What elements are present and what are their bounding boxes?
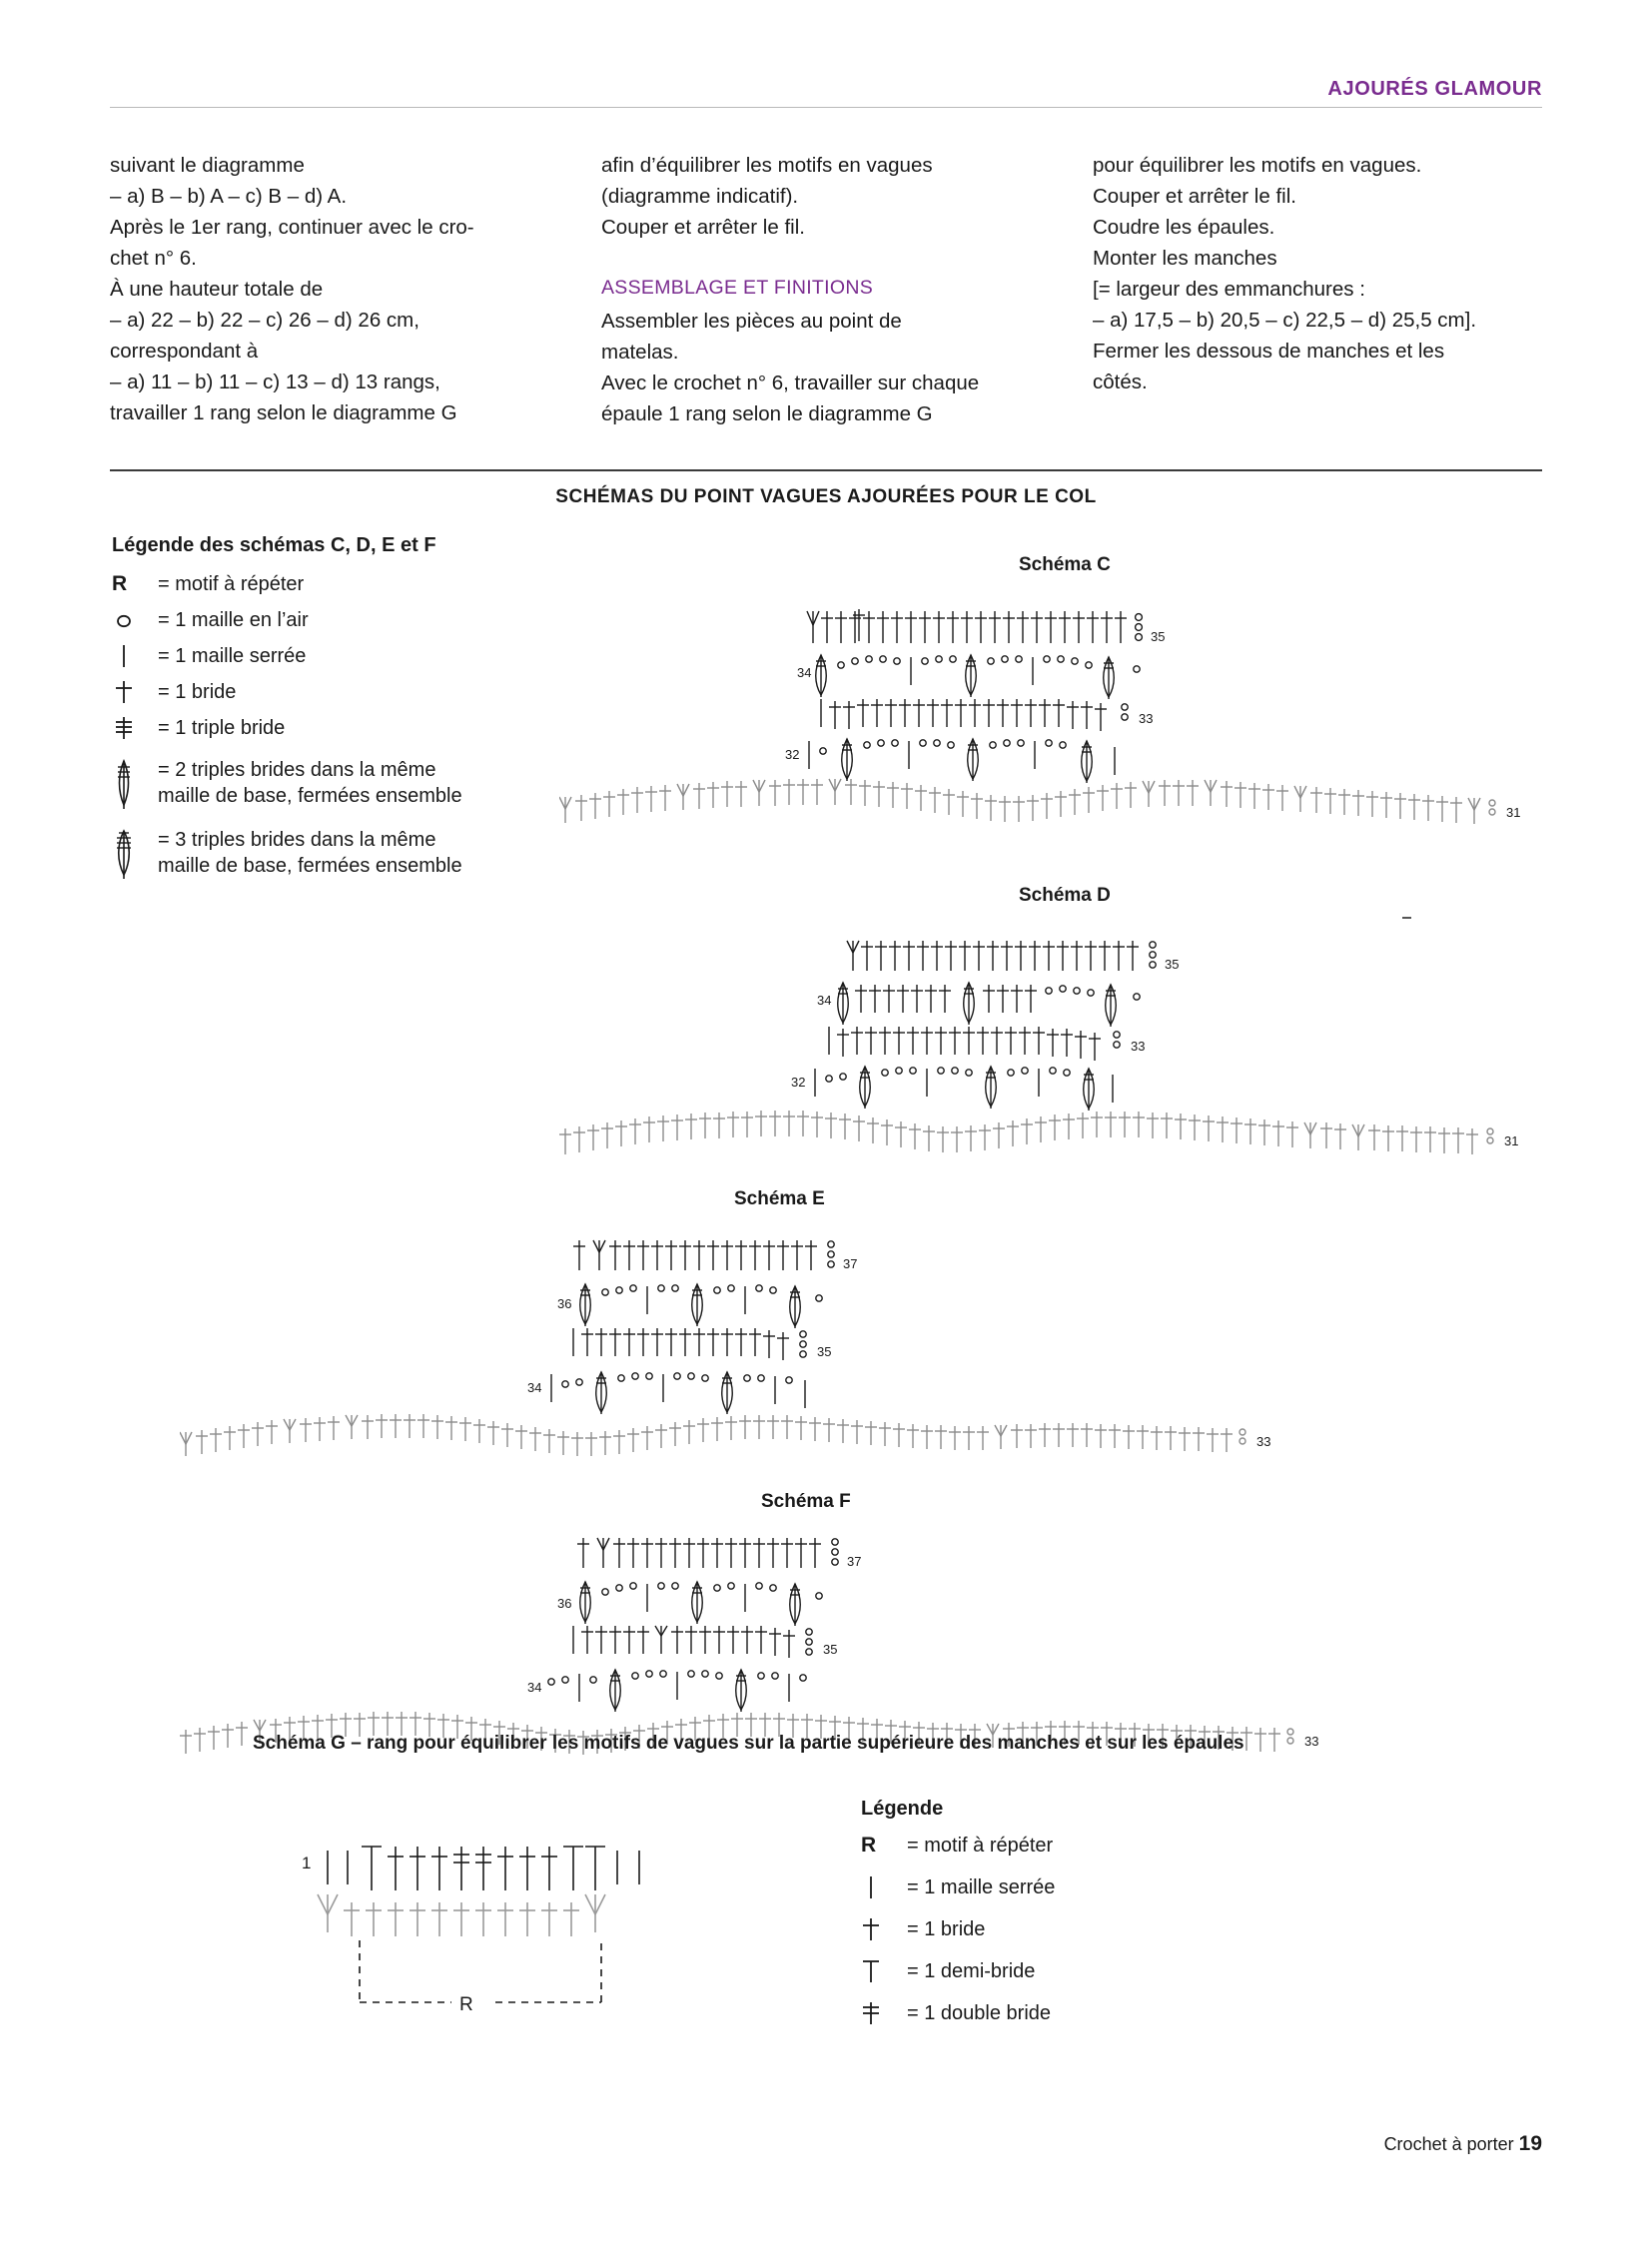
legend-item-label: = 1 bride — [907, 1918, 986, 1940]
svg-text:33: 33 — [1256, 1434, 1271, 1449]
schema-g-caption: Schéma G – rang pour équilibrer les motifs de vagues sur la partie supérieure des manches et sur les épaules — [253, 1733, 1244, 1754]
legend-item — [112, 827, 631, 881]
svg-text:35: 35 — [1151, 629, 1166, 644]
legend-schema-g — [861, 1798, 1240, 2042]
paragraph-line: Après le 1er rang, continuer avec le cro- — [110, 216, 474, 239]
treble-crochet-icon — [861, 2000, 907, 2026]
three-triple-cluster-icon — [112, 827, 158, 881]
chain-stitch-icon — [112, 607, 158, 633]
svg-text:32: 32 — [785, 747, 800, 762]
repeat-label: R — [459, 1994, 473, 2015]
legend-item-label: = 1 demi-bride — [907, 1960, 1036, 1982]
legend-item — [861, 1958, 1240, 1984]
page-footer — [1384, 2132, 1542, 2156]
half-double-crochet-icon — [861, 1958, 907, 1984]
svg-text:33: 33 — [1131, 1039, 1146, 1054]
paragraph-line: Assembler les pièces au point de — [601, 310, 902, 333]
legend-item — [112, 607, 631, 633]
paragraph-line: [= largeur des emmanchures : — [1093, 278, 1365, 301]
svg-text:33: 33 — [1304, 1734, 1319, 1749]
legend-item-label: = 1 bride — [158, 681, 237, 703]
paragraph-line: Fermer les dessous de manches et les — [1093, 340, 1445, 363]
paragraph-line: Monter les manches — [1093, 247, 1277, 270]
footer-text: Crochet à porter — [1383, 2134, 1514, 2154]
paragraph-line: côtés. — [1093, 371, 1148, 393]
legend-item-label: = 1 double bride — [907, 2002, 1052, 2024]
svg-text:36: 36 — [557, 1296, 572, 1311]
legend-item-label: = 3 triples brides dans la même maille de base, fermées ensemble — [158, 829, 462, 877]
paragraph-line: chet n° 6. — [110, 247, 197, 270]
legend-title: Légende des schémas C, D, E et F — [112, 534, 436, 556]
svg-text:37: 37 — [847, 1554, 862, 1569]
legend-schemas-cdef — [112, 534, 631, 891]
legend-item — [861, 1833, 1240, 1859]
paragraph-line: – a) 22 – b) 22 – c) 26 – d) 26 cm, — [110, 309, 419, 332]
svg-text:35: 35 — [823, 1642, 838, 1657]
schema-f-diagram — [180, 1526, 1398, 1761]
svg-text:36: 36 — [557, 1596, 572, 1611]
svg-text:34: 34 — [797, 665, 812, 680]
svg-text:32: 32 — [791, 1075, 806, 1090]
page-number: 19 — [1518, 2132, 1542, 2155]
legend-item-label: = 1 triple bride — [158, 717, 286, 739]
svg-text:35: 35 — [817, 1344, 832, 1359]
row-number: 1 — [302, 1854, 312, 1872]
legend-item — [112, 715, 631, 741]
section-subheading: ASSEMBLAGE ET FINITIONS — [601, 277, 874, 299]
paragraph-line: épaule 1 rang selon le diagramme G — [601, 402, 933, 425]
double-crochet-icon — [861, 1916, 907, 1942]
svg-text:34: 34 — [527, 1680, 542, 1695]
text-column-2 — [601, 150, 1051, 429]
legend-item — [112, 643, 631, 669]
double-crochet-icon — [112, 679, 158, 705]
paragraph-line: Couper et arrêter le fil. — [1093, 185, 1296, 208]
schema-d-title: Schéma D — [1019, 885, 1111, 906]
two-triple-cluster-icon — [112, 757, 158, 811]
schema-e-diagram — [180, 1228, 1358, 1463]
page-header — [110, 78, 1542, 108]
repeat-symbol-icon: R — [112, 572, 128, 595]
legend-item-label: = motif à répéter — [907, 1835, 1054, 1857]
repeat-symbol-icon: R — [861, 1834, 877, 1857]
paragraph-line: – a) 11 – b) 11 – c) 13 – d) 13 rangs, — [110, 371, 440, 393]
section-title: SCHÉMAS DU POINT VAGUES AJOURÉES POUR LE COL — [555, 486, 1097, 507]
paragraph-line: pour équilibrer les motifs en vagues. — [1093, 154, 1422, 177]
svg-text:31: 31 — [1504, 1133, 1519, 1148]
legend-item-label: = 1 maille serrée — [158, 645, 307, 667]
legend-item-label: = motif à répéter — [158, 573, 305, 595]
svg-text:35: 35 — [1165, 957, 1180, 972]
paragraph-line: afin d’équilibrer les motifs en vagues — [601, 154, 933, 177]
paragraph-line: travailler 1 rang selon le diagramme G — [110, 401, 457, 424]
schema-d-diagram — [559, 929, 1558, 1163]
legend-item-label: = 2 triples brides dans la même maille de base, fermées ensemble — [158, 759, 462, 807]
legend-item — [112, 757, 631, 811]
single-crochet-icon — [112, 643, 158, 669]
svg-text:34: 34 — [817, 993, 832, 1008]
legend-item — [112, 571, 631, 597]
text-columns — [110, 150, 1542, 429]
paragraph-line: À une hauteur totale de — [110, 278, 324, 301]
legend-item-label: = 1 maille serrée — [907, 1876, 1056, 1898]
paragraph-line: matelas. — [601, 341, 679, 364]
legend-item — [861, 1874, 1240, 1900]
header-title: AJOURÉS GLAMOUR — [1327, 78, 1542, 100]
legend-item — [112, 679, 631, 705]
schema-c-title: Schéma C — [1019, 554, 1111, 575]
section-divider — [110, 469, 1542, 471]
paragraph-line: Couper et arrêter le fil. — [601, 216, 805, 239]
svg-text:33: 33 — [1139, 711, 1154, 726]
paragraph-line: Avec le crochet n° 6, travailler sur chaque — [601, 372, 980, 394]
legend-item — [861, 2000, 1240, 2026]
stray-mark — [1402, 917, 1411, 919]
schema-f-title: Schéma F — [761, 1491, 851, 1512]
header-rule — [110, 107, 1542, 108]
paragraph-line: – a) 17,5 – b) 20,5 – c) 22,5 – d) 25,5 cm]. — [1093, 309, 1477, 332]
paragraph-line: suivant le diagramme — [110, 154, 305, 177]
svg-text:37: 37 — [843, 1256, 858, 1271]
paragraph-line: – a) B – b) A – c) B – d) A. — [110, 185, 348, 208]
text-column-1 — [110, 150, 559, 429]
schema-e-title: Schéma E — [734, 1188, 825, 1209]
legend-title: Légende — [861, 1798, 944, 1820]
paragraph-line: correspondant à — [110, 340, 259, 363]
paragraph-line: (diagramme indicatif). — [601, 185, 799, 208]
triple-crochet-icon — [112, 715, 158, 741]
schema-c-diagram — [559, 599, 1558, 834]
svg-text:31: 31 — [1506, 805, 1521, 820]
legend-item-label: = 1 maille en l’air — [158, 609, 309, 631]
paragraph-line: Coudre les épaules. — [1093, 216, 1275, 239]
text-column-3 — [1093, 150, 1542, 429]
schema-g-diagram — [300, 1833, 839, 2077]
svg-text:34: 34 — [527, 1380, 542, 1395]
legend-item — [861, 1916, 1240, 1942]
single-crochet-icon — [861, 1874, 907, 1900]
